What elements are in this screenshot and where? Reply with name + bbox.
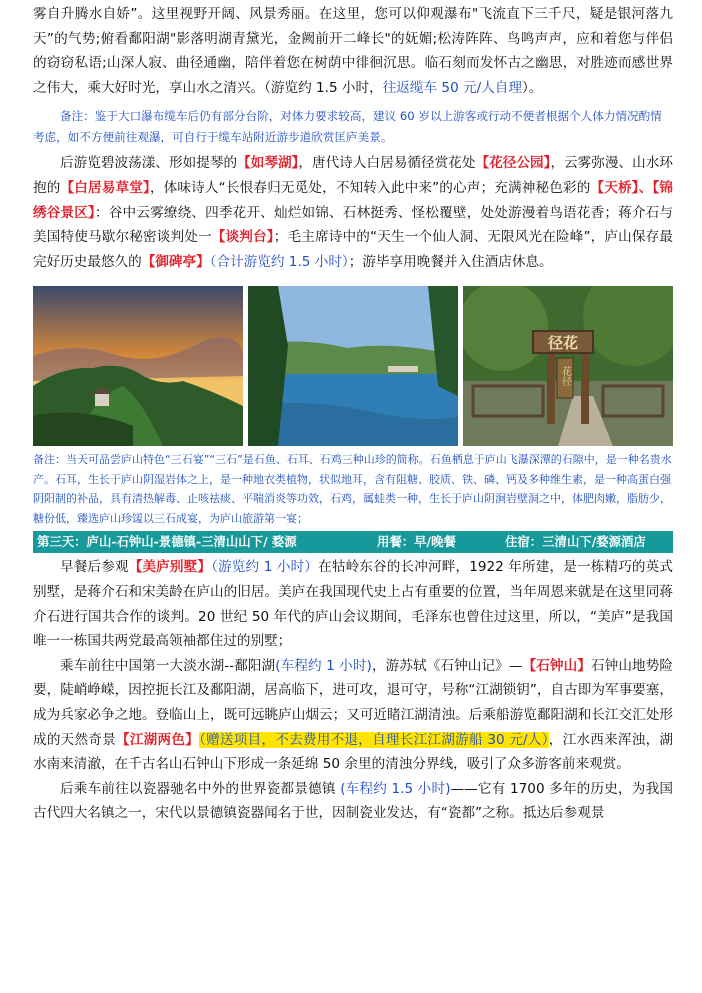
spot-shizhong-mountain: 【石钟山】	[522, 657, 591, 674]
spot-ruqin-lake: 【如琴湖】	[237, 155, 299, 172]
text: ，云雾弥漫、山水环抱的	[33, 155, 674, 196]
text: ，江水西来浑浊，湖水南来清澈，在千古名山石钟山下形成一条延绵 50 余里的清浊分界线，吸引了众多游客前来观赏。	[33, 731, 674, 773]
spot-meilu-villa: 【美庐别墅】	[128, 559, 212, 576]
gate-plaque-text: 径花	[547, 334, 579, 353]
text: ，体味诗人“长恨春归无觅处，不知转入此中来”的心声；充满神秘色彩的	[149, 179, 591, 196]
photo-mountain-sunset	[33, 286, 243, 446]
boat-fee-highlight: （赠送项目，不去费用不退，自理长江江湖游船 30 元/人）	[199, 731, 549, 748]
note-three-stones-feast: 备注：当天可品尝庐山特色“三石宴”“三石”是石鱼、石耳、石鸡三种山珍的简称。石鱼栖息于庐山飞瀑深潭的石隙中，是一种名贵水产。石耳，生长于庐山阴湿岩体之上，是一种地衣类植物，状似地耳，含有阻糖、胶质、铁、磷、钙及多种维生素，是一种高蛋白强阴阳制的补品，具有清热解毒、止咳祛痰、平喘消炎等功效，石鸡，属蛙类一种，生长于庐山阴涧岩壁洞之中，体肥肉嫩，脂肪少，糖份低，臻选庐山珍馐以三石成宴，为庐山旅游第一宴；	[33, 453, 672, 525]
note-waterfall	[33, 106, 673, 147]
text: 后游览碧波荡漾、形如提琴的	[60, 155, 238, 172]
spot-two-color-waters: 【江湖两色】	[116, 731, 200, 748]
text: ：谷中云雾缭绕、四季花开、灿烂如锦、石林挺秀、怪松覆壁，处处游漫着鸟语花香；蒋介石与美国特使马歇尔秘密谈判处一	[33, 204, 673, 246]
text: ——它有 1700 多年的历史，为我国古代四大名镇之一，宋代以景德镇瓷器闻名于世，因制瓷业发达，有“瓷都”之称。抵达后参观景	[33, 780, 673, 822]
photo-ruqin-lake	[248, 286, 458, 446]
note-text: 鉴于大口瀑布缆车后仍有部分台阶，对体力要求较高，建议 60 岁以上游客或行动不便者根据个人体力情况酌情考虑，如不方便前往观瀑，可自行于缆车站附近游步道欣赏匡庐美景。	[33, 109, 662, 144]
itinerary-page	[33, 0, 673, 826]
text: ，游苏轼《石钟山记》—	[371, 657, 523, 674]
photo-strip	[33, 286, 673, 446]
paragraph-lushan-waterfall	[33, 2, 673, 100]
text: ；游毕享用晚餐并入住酒店休息。	[348, 253, 553, 270]
day3-hotel: 住宿：三清山下/婺源酒店	[505, 534, 646, 550]
spot-baijuyi-cottage: 【白居易草堂】	[60, 179, 150, 196]
day3-header-bar	[33, 531, 673, 553]
cable-car-fee: 往返缆车 50 元/人自理	[382, 79, 522, 96]
note-label: 备注：	[60, 109, 95, 124]
gate-pillar-text: 花径	[559, 366, 571, 387]
text: ；毛主席诗中的“天生一个仙人洞、无限风光在险峰”，庐山保存最完好历史最悠久的	[33, 229, 674, 270]
photo-huajing-gate	[463, 286, 673, 446]
paragraph-scenic-spots	[33, 151, 673, 274]
paragraph-text-end: ）。	[522, 79, 543, 96]
day3-meals: 用餐：早/晚餐	[377, 534, 456, 550]
spot-tianqiao-jinxiugu: 【天桥】、【锦绣谷景区】	[33, 179, 673, 221]
duration: （游览约 1 小时）	[211, 559, 319, 576]
spot-yubei-pavilion: 【御碑亭】	[141, 253, 210, 270]
day3-title: 第三天：庐山-石钟山-景德镇-三清山山下/ 婺源	[37, 534, 297, 550]
paragraph-shizhong-mountain	[33, 654, 673, 777]
drive-time: (车程约 1.5 小时)	[340, 780, 451, 797]
duration: （合计游览约 1.5 小时）	[209, 253, 349, 270]
spot-huajing-park: 【花径公园】	[475, 155, 551, 172]
text: 早餐后参观	[60, 559, 129, 576]
paragraph-meilu-villa	[33, 555, 673, 653]
paragraph-text: 雾自升腾水自娇”。这里视野开阔、风景秀丽。在这里，您可以仰观瀑布"飞流直下三千尺，疑是银河落九天”的气势;俯看鄱阳湖"影落明湖青黛光，金阙前开二峰长"的妩媚;松涛阵阵、鸟鸣声声，应和着您与伴侣的窃窃私语;山深人寂、曲径通幽，陪伴着您在树荫中徘徊沉思。临石刻而发怀古之幽思，对胜迹而感世界之伟大，乘大好时光，享山水之清兴。（游览约 1.5 小时，	[33, 6, 673, 96]
spot-negotiation-platform: 【谈判台】	[211, 229, 274, 246]
paragraph-jingdezhen	[33, 777, 673, 826]
text: 后乘车前往以瓷器驰名中外的世界瓷都景德镇	[60, 780, 341, 797]
text: 在牯岭东谷的长冲河畔，1922 年所建，是一栋精巧的英式别墅，是蒋介石和宋美龄在庐山的旧居。美庐在我国现代史上占有重要的位置，当年周恩来就是在这里同蒋介石进行国共合作的谈判。20 世纪 50 年代的庐山会议期间，毛泽东也曾住过这里，所以，“美庐”是我国唯一一栋国共两党最高领袖都住过的别墅；	[33, 559, 673, 650]
text: ，唐代诗人白居易循径赏花处	[298, 155, 476, 172]
drive-time: (车程约 1 小时)	[275, 657, 372, 674]
text: 乘车前往中国第一大淡水湖--鄱阳湖	[60, 657, 276, 674]
text: 石钟山地势险要，陡峭峥嵘，因控扼长江及鄱阳湖，居高临下，进可攻，退可守，号称“江湖锁钥”，自古即为军事要塞，成为兵家必争之地。登临山上，既可远眺庐山烟云；又可近睹江湖清浊。后乘船游览鄱阳湖和长江交汇处形成的天然奇景	[33, 657, 674, 748]
